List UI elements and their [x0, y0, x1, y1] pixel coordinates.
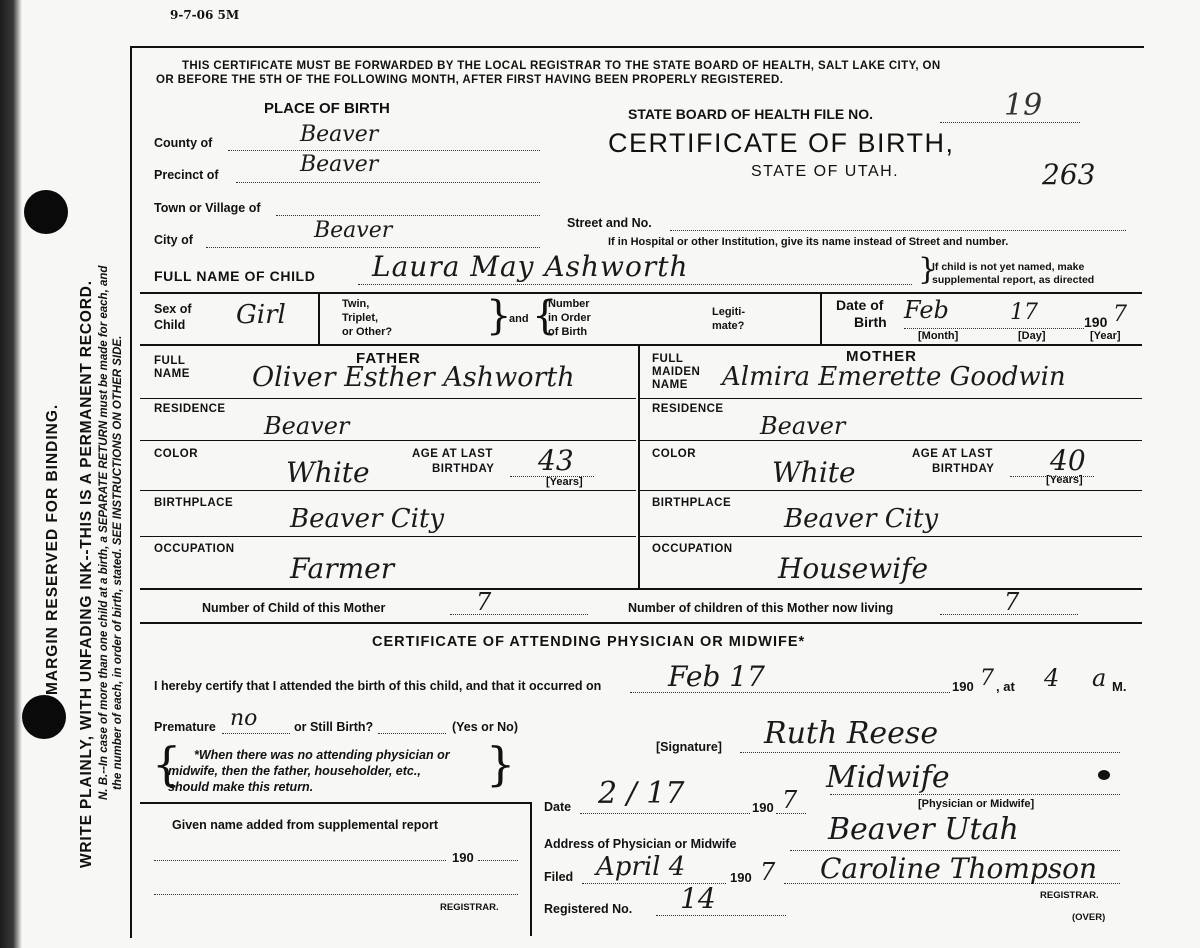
address-line — [790, 850, 1120, 851]
father-full-label-1: FULL — [154, 355, 186, 367]
premature-line — [222, 733, 290, 734]
father-age-label-1: AGE AT LAST — [412, 448, 493, 460]
twin-label-3: or Other? — [342, 326, 393, 338]
file-no-value: 19 — [1004, 88, 1043, 123]
m-label: M. — [1112, 679, 1127, 694]
rule-child-top — [140, 292, 1142, 294]
binding-hole-bottom — [22, 695, 66, 739]
margin-permanent-record: WRITE PLAINLY, WITH UNFADING INK--THIS IS A PERMANENT RECORD. — [78, 280, 95, 868]
mother-birthplace-label: BIRTHPLACE — [652, 497, 732, 509]
town-label: Town or Village of — [154, 201, 261, 215]
father-color: White — [286, 456, 370, 489]
rule-mother-residence — [640, 440, 1142, 441]
stillbirth-label: or Still Birth? — [294, 720, 374, 734]
father-occupation: Farmer — [290, 552, 395, 585]
mother-occupation-label: OCCUPATION — [652, 543, 733, 555]
mother-heading: MOTHER — [846, 348, 917, 365]
state-label: STATE OF UTAH. — [751, 163, 900, 180]
county-line — [228, 150, 540, 151]
mother-full-label-2: MAIDEN — [652, 366, 701, 378]
rule-mother-color — [640, 490, 1142, 491]
and-label: and — [509, 313, 529, 325]
birth-year-prefix: 190 — [1084, 314, 1108, 330]
date-year-line — [776, 813, 806, 814]
registered-value: 14 — [680, 882, 716, 915]
year-label: [Year] — [1090, 330, 1121, 342]
file-no-label: STATE BOARD OF HEALTH FILE NO. — [628, 106, 873, 122]
registered-label: Registered No. — [544, 902, 633, 916]
filed-year-prefix: 190 — [730, 870, 752, 885]
filed-label: Filed — [544, 870, 574, 884]
occurred-year-suffix: 7 — [980, 666, 994, 691]
father-name: Oliver Esther Ashworth — [252, 362, 575, 393]
town-line — [276, 215, 540, 216]
mother-residence: Beaver — [760, 412, 846, 440]
child-number-line — [450, 614, 588, 615]
notice-line1: THIS CERTIFICATE MUST BE FORWARDED BY THE LOCAL REGISTRAR TO THE STATE BOARD OF HEALTH, SALT LAKE CITY, ON — [182, 60, 941, 72]
father-occupation-label: OCCUPATION — [154, 543, 235, 555]
twin-label-2: Triplet, — [342, 312, 379, 324]
father-residence: Beaver — [264, 412, 350, 440]
rule-father-residence — [140, 440, 636, 441]
mother-occupation: Housewife — [778, 552, 929, 585]
mother-full-label-3: NAME — [652, 379, 688, 391]
supplemental-registrar-line — [154, 894, 518, 895]
child-name-value: Laura May Ashworth — [372, 250, 689, 283]
city-label: City of — [154, 233, 193, 247]
at-label: , at — [996, 679, 1015, 694]
child-name-line — [358, 284, 912, 285]
child-name-note1: If child is not yet named, make — [932, 261, 1085, 273]
mother-age-label-1: AGE AT LAST — [912, 448, 993, 460]
binding-hole-top — [24, 190, 68, 234]
child-name-label: FULL NAME OF CHILD — [154, 268, 316, 284]
father-full-label-2: NAME — [154, 368, 190, 380]
rule-father-name — [140, 398, 636, 399]
date-year-suffix: 7 — [782, 786, 798, 814]
number-label-3: of Birth — [548, 326, 588, 338]
mother-residence-label: RESIDENCE — [652, 403, 724, 415]
street-label: Street and No. — [567, 216, 652, 230]
hospital-note: If in Hospital or other Institution, give its name instead of Street and number. — [608, 236, 1009, 248]
supplemental-year-line — [478, 860, 518, 861]
torn-left-edge — [0, 0, 22, 948]
day-label: [Day] — [1018, 330, 1046, 342]
twin-label-1: Twin, — [342, 298, 370, 310]
form-code: 9-7-06 5M — [170, 8, 240, 22]
date-year-prefix: 190 — [752, 800, 774, 815]
child-name-brace: } — [918, 252, 938, 287]
supplemental-year-prefix: 190 — [452, 850, 474, 865]
sex-value: Girl — [236, 300, 286, 330]
birth-day: 17 — [1010, 300, 1038, 325]
street-line — [670, 230, 1126, 231]
sex-label-1: Sex of — [154, 302, 192, 316]
father-heading: FATHER — [356, 350, 421, 367]
rule-legit-divider — [820, 292, 822, 344]
filed-value: April 4 — [596, 852, 686, 882]
certify-text: I hereby certify that I attended the birth of this child, and that it occurred on — [154, 679, 602, 693]
date-label: Date — [544, 800, 572, 814]
precinct-value: Beaver — [300, 152, 379, 177]
city-line — [206, 247, 540, 248]
margin-binding-visible: MARGIN RESERVED FOR BINDING. — [44, 403, 61, 695]
rule-sex-divider — [318, 292, 320, 344]
filed-year-suffix: 7 — [760, 858, 776, 886]
precinct-label: Precinct of — [154, 168, 219, 182]
rule-mother-name — [640, 398, 1142, 399]
rule-parents-divider — [638, 344, 640, 588]
registered-line — [656, 915, 786, 916]
child-number-label: Number of Child of this Mother — [202, 601, 386, 615]
signature-label: [Signature] — [656, 740, 722, 754]
local-number: 263 — [1042, 158, 1096, 191]
rule-supplemental-top — [140, 802, 532, 804]
father-years-label: [Years] — [546, 476, 583, 488]
child-number-value: 7 — [476, 588, 492, 616]
mother-age: 40 — [1050, 444, 1086, 477]
mother-color-label: COLOR — [652, 448, 697, 460]
rule-father-birthplace — [140, 536, 636, 537]
county-value: Beaver — [300, 122, 379, 147]
twin-brace: } — [486, 293, 512, 339]
note-line3: should make this return. — [168, 780, 314, 794]
premature-label: Premature — [154, 720, 216, 734]
occurred-date: Feb 17 — [668, 660, 765, 693]
physician-title-value: Midwife — [826, 760, 950, 795]
birth-year-suffix: 7 — [1113, 302, 1127, 327]
rule-father-color — [140, 490, 636, 491]
registrar-signature: Caroline Thompson — [820, 852, 1098, 885]
father-birthplace: Beaver City — [290, 504, 445, 534]
father-age: 43 — [538, 444, 574, 477]
note-brace-left: { — [152, 737, 182, 791]
margin-note-line2: the number of each, in order of birth, stated. SEE INSTRUCTIONS ON OTHER SIDE. — [112, 335, 124, 790]
date-line — [580, 813, 750, 814]
note-line1: *When there was no attending physician or — [194, 748, 450, 762]
registrar-label: REGISTRAR. — [1040, 890, 1099, 901]
mother-name: Almira Emerette Goodwin — [722, 362, 1066, 392]
month-label: [Month] — [918, 330, 959, 342]
father-age-label-2: BIRTHDAY — [432, 463, 495, 475]
physician-heading: CERTIFICATE OF ATTENDING PHYSICIAN OR MIDWIFE* — [372, 634, 806, 650]
rule-supplemental-right — [530, 802, 532, 936]
address-value: Beaver Utah — [828, 812, 1019, 847]
precinct-line — [236, 182, 540, 183]
child-name-note2: supplemental report, as directed — [932, 274, 1095, 286]
over-label: (OVER) — [1072, 912, 1106, 923]
premature-value: no — [230, 706, 258, 731]
note-brace-right: } — [486, 737, 516, 791]
mother-years-label: [Years] — [1046, 474, 1083, 486]
supplemental-registrar-label: REGISTRAR. — [440, 902, 499, 913]
date-of-birth-label-1: Date of — [836, 297, 884, 313]
notice-line2: OR BEFORE THE 5TH OF THE FOLLOWING MONTH, AFTER FIRST HAVING BEEN PROPERLY REGISTERED. — [156, 74, 784, 86]
stillbirth-line — [378, 733, 446, 734]
legit-label-1: Legiti- — [712, 306, 745, 318]
number-label-2: in Order — [548, 312, 591, 324]
signature-value: Ruth Reese — [764, 716, 939, 751]
father-residence-label: RESIDENCE — [154, 403, 226, 415]
date-value: 2 / 17 — [598, 776, 685, 811]
signature-line — [740, 752, 1120, 753]
legit-label-2: mate? — [712, 320, 745, 332]
place-of-birth-heading: PLACE OF BIRTH — [264, 100, 390, 117]
supplemental-heading: Given name added from supplemental report — [172, 818, 439, 832]
date-of-birth-label-2: Birth — [854, 314, 887, 330]
physician-title-label: [Physician or Midwife] — [918, 798, 1035, 810]
address-label: Address of Physician or Midwife — [544, 837, 737, 851]
city-value: Beaver — [314, 218, 393, 243]
father-birthplace-label: BIRTHPLACE — [154, 497, 234, 509]
birth-date-line — [904, 328, 1084, 329]
supplemental-name-line — [154, 860, 446, 861]
father-color-label: COLOR — [154, 448, 199, 460]
rule-counts-bottom — [140, 622, 1142, 624]
margin-note-line1: N. B.--In case of more than one child at a birth, a SEPARATE RETURN must be made for each, and — [98, 265, 110, 800]
sex-label-2: Child — [154, 318, 186, 332]
physician-title-line — [830, 794, 1120, 795]
rule-mother-birthplace — [640, 536, 1142, 537]
birth-month: Feb — [904, 296, 949, 324]
number-brace: { — [532, 293, 558, 339]
rule-parents-bottom — [140, 588, 1142, 590]
living-label: Number of children of this Mother now living — [628, 601, 894, 615]
ink-blot — [1098, 770, 1110, 780]
note-line2: midwife, then the father, householder, etc., — [168, 764, 421, 778]
mother-full-label-1: FULL — [652, 353, 684, 365]
mother-color: White — [772, 456, 856, 489]
mother-age-label-2: BIRTHDAY — [932, 463, 995, 475]
county-label: County of — [154, 136, 213, 150]
mother-birthplace: Beaver City — [784, 504, 939, 534]
number-label-1: Number — [548, 298, 590, 310]
certificate-title: CERTIFICATE OF BIRTH, — [608, 128, 955, 158]
occurred-year-prefix: 190 — [952, 679, 974, 694]
yesno-label: (Yes or No) — [452, 720, 518, 734]
living-value: 7 — [1004, 588, 1020, 616]
hour-value: 4 — [1044, 664, 1060, 692]
rule-child-bottom — [140, 344, 1142, 346]
ampm-value: a — [1092, 664, 1107, 692]
